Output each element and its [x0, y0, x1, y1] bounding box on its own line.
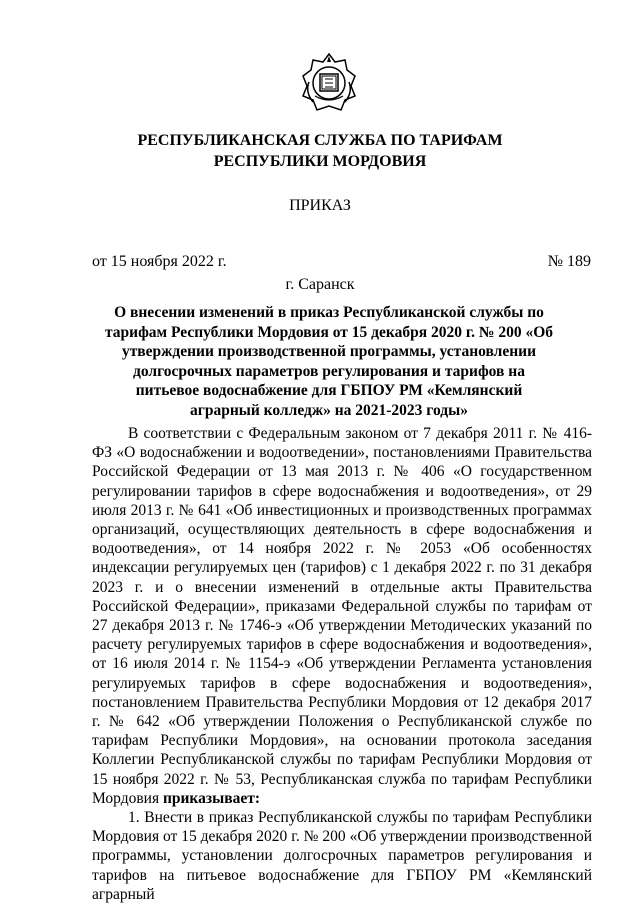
- org-line-2: РЕСПУБЛИКИ МОРДОВИЯ: [213, 153, 427, 170]
- document-city: г. Саранск: [285, 276, 355, 293]
- document-date: от 15 ноября 2022 г.: [92, 253, 227, 270]
- document-number: № 189: [547, 253, 591, 270]
- preamble-paragraph: [92, 424, 592, 808]
- item-1-paragraph: 1. Внести в приказ Республиканской службы по тарифам Республики Мордовия от 15 декабря 2020 г. № 200 «Об утверждении производственной программы, установлении долгосрочных параметров регулирования и тарифов на питьевое водоснабжение для ГБПОУ РМ «Кемлянский аграрный: [92, 809, 592, 903]
- organization-name: [0, 130, 640, 172]
- preamble-text: В соответствии с Федеральным законом от 7 декабря 2011 г. № 416-ФЗ «О водоснабжении и водоотведении», постановлениями Правительства Российской Федерации от 13 мая 2013 г. № 406 «О государственном регулировании тарифов в сфере водоснабжения и водоотведения», от 29 июля 2013 г. № 641 «Об инвестиционных и производственных программах организаций, осуществляющих деятельность в сфере водоснабжения и водоотведения», от 14 ноября 2022 г. № 2053 «Об особенностях индексации регулируемых цен (тарифов) с 1 декабря 2022 г. по 31 декабря 2023 г. и о внесении изменений в отдельные акты Правительства Российской Федерации», приказами Федеральной службы по тарифам от 27 декабря 2013 г. № 1746-э «Об утверждении Методических указаний по расчету регулируемых тарифов в сфере водоснабжения и водоотведения», от 16 июля 2014 г. № 1154-э «Об утверждении Регламента установления регулируемых тарифов в сфере водоснабжения и водоотведения», постановлением Правительства Республики Мордовия от 12 декабря 2017 г. № 642 «Об утверждении Положения о Республиканской службе по тарифам Республики Мордовия», на основании протокола заседания Коллегии Республиканской службы по тарифам Республики Мордовия от 15 ноября 2022 г. № 53, Республиканская служба по тарифам Республики Мордовия: [92, 425, 592, 807]
- orders-word: приказывает:: [162, 789, 260, 807]
- org-line-1: РЕСПУБЛИКАНСКАЯ СЛУЖБА ПО ТАРИФАМ: [137, 132, 503, 149]
- document-type: ПРИКАЗ: [289, 197, 351, 214]
- document-subject: О внесении изменений в приказ Республиканской службы по тарифам Республики Мордовия от 15 декабря 2020 г. № 200 «Об утверждении производственной программы, установлении долгосрочных параметров регулирования и тарифов на питьевое водоснабжение для ГБПОУ РМ «Кемлянский аграрный колледж» на 2021-2023 годы»: [104, 304, 554, 419]
- document-body: [92, 424, 592, 904]
- coat-of-arms-icon: [301, 52, 357, 114]
